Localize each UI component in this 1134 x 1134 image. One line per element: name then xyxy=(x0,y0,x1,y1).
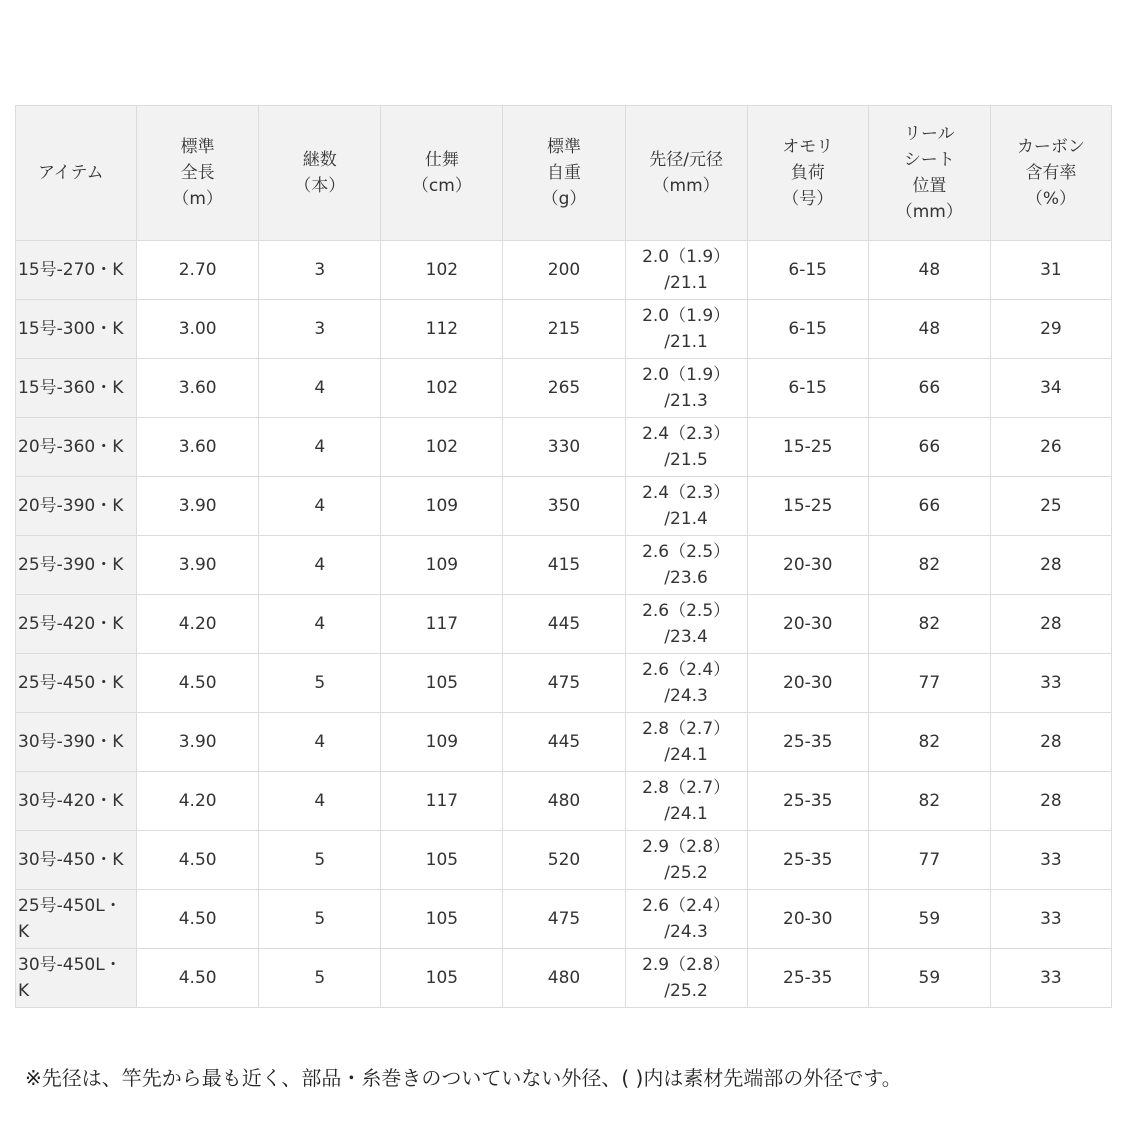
table-cell: 102 xyxy=(381,418,503,477)
table-row xyxy=(16,300,1112,359)
table-cell: 105 xyxy=(381,831,503,890)
table-row xyxy=(16,418,1112,477)
table-cell: 2.6（2.4） /24.3 xyxy=(625,890,747,949)
table-cell: 105 xyxy=(381,654,503,713)
table-cell: 25-35 xyxy=(747,949,868,1008)
table-cell: 4.50 xyxy=(137,654,259,713)
table-cell: 105 xyxy=(381,949,503,1008)
table-cell: 4 xyxy=(259,477,381,536)
table-row xyxy=(16,595,1112,654)
table-row xyxy=(16,772,1112,831)
table-cell: 6-15 xyxy=(747,300,868,359)
table-cell: 2.4（2.3） /21.4 xyxy=(625,477,747,536)
table-row xyxy=(16,536,1112,595)
table-cell: 3.60 xyxy=(137,359,259,418)
table-cell: 15-25 xyxy=(747,477,868,536)
table-row xyxy=(16,359,1112,418)
table-cell: 25-35 xyxy=(747,831,868,890)
table-cell: 2.9（2.8） /25.2 xyxy=(625,831,747,890)
table-cell: 66 xyxy=(868,418,990,477)
table-cell: 2.9（2.8） /25.2 xyxy=(625,949,747,1008)
table-cell: 475 xyxy=(503,654,625,713)
column-header: 標準 全長 （m） xyxy=(137,106,259,241)
table-cell: 2.8（2.7） /24.1 xyxy=(625,713,747,772)
table-cell: 82 xyxy=(868,536,990,595)
table-cell: 20-30 xyxy=(747,536,868,595)
column-header: リール シート 位置 （mm） xyxy=(868,106,990,241)
table-cell: 25-35 xyxy=(747,772,868,831)
table-cell: 3.90 xyxy=(137,477,259,536)
table-cell: 4.50 xyxy=(137,949,259,1008)
table-cell: 475 xyxy=(503,890,625,949)
table-cell: 77 xyxy=(868,654,990,713)
table-cell: 28 xyxy=(990,536,1111,595)
item-name-cell: 30号-420・K xyxy=(16,772,137,831)
item-name-cell: 15号-300・K xyxy=(16,300,137,359)
table-cell: 82 xyxy=(868,772,990,831)
table-cell: 25-35 xyxy=(747,713,868,772)
table-cell: 105 xyxy=(381,890,503,949)
table-cell: 5 xyxy=(259,890,381,949)
table-cell: 265 xyxy=(503,359,625,418)
column-header: オモリ 負荷 （号） xyxy=(747,106,868,241)
table-cell: 3.00 xyxy=(137,300,259,359)
table-cell: 77 xyxy=(868,831,990,890)
table-cell: 25 xyxy=(990,477,1111,536)
table-cell: 28 xyxy=(990,595,1111,654)
column-header: カーボン 含有率 （%） xyxy=(990,106,1111,241)
table-cell: 82 xyxy=(868,713,990,772)
table-cell: 31 xyxy=(990,241,1111,300)
table-cell: 2.4（2.3） /21.5 xyxy=(625,418,747,477)
item-name-cell: 15号-360・K xyxy=(16,359,137,418)
column-header: 継数 （本） xyxy=(259,106,381,241)
table-cell: 28 xyxy=(990,713,1111,772)
table-cell: 520 xyxy=(503,831,625,890)
table-row xyxy=(16,949,1112,1008)
item-name-cell: 25号-450L・ K xyxy=(16,890,137,949)
table-cell: 480 xyxy=(503,772,625,831)
table-cell: 2.6（2.4） /24.3 xyxy=(625,654,747,713)
table-cell: 3 xyxy=(259,241,381,300)
table-cell: 33 xyxy=(990,654,1111,713)
table-cell: 4 xyxy=(259,418,381,477)
table-cell: 2.6（2.5） /23.4 xyxy=(625,595,747,654)
table-cell: 4 xyxy=(259,772,381,831)
table-cell: 20-30 xyxy=(747,654,868,713)
table-cell: 112 xyxy=(381,300,503,359)
table-row xyxy=(16,477,1112,536)
table-cell: 5 xyxy=(259,654,381,713)
table-cell: 29 xyxy=(990,300,1111,359)
table-cell: 33 xyxy=(990,949,1111,1008)
table-cell: 4.50 xyxy=(137,890,259,949)
table-cell: 4.20 xyxy=(137,772,259,831)
item-name-cell: 25号-390・K xyxy=(16,536,137,595)
item-name-cell: 30号-450・K xyxy=(16,831,137,890)
table-cell: 2.70 xyxy=(137,241,259,300)
table-cell: 109 xyxy=(381,536,503,595)
table-cell: 102 xyxy=(381,359,503,418)
spec-table xyxy=(15,105,1112,1008)
table-cell: 3 xyxy=(259,300,381,359)
item-name-cell: 15号-270・K xyxy=(16,241,137,300)
table-row xyxy=(16,831,1112,890)
table-cell: 4 xyxy=(259,713,381,772)
footnote: ※先径は、竿先から最も近く、部品・糸巻きのついていない外径、( )内は素材先端部の外径です。 xyxy=(25,1066,902,1090)
table-cell: 109 xyxy=(381,713,503,772)
table-cell: 445 xyxy=(503,713,625,772)
column-header: 標準 自重 （g） xyxy=(503,106,625,241)
table-cell: 102 xyxy=(381,241,503,300)
table-cell: 2.0（1.9） /21.1 xyxy=(625,300,747,359)
table-cell: 445 xyxy=(503,595,625,654)
table-cell: 330 xyxy=(503,418,625,477)
item-name-cell: 25号-420・K xyxy=(16,595,137,654)
table-cell: 26 xyxy=(990,418,1111,477)
item-name-cell: 30号-390・K xyxy=(16,713,137,772)
table-cell: 4 xyxy=(259,359,381,418)
table-cell: 48 xyxy=(868,241,990,300)
table-cell: 4 xyxy=(259,595,381,654)
table-cell: 33 xyxy=(990,890,1111,949)
table-cell: 350 xyxy=(503,477,625,536)
table-cell: 28 xyxy=(990,772,1111,831)
table-cell: 117 xyxy=(381,772,503,831)
table-cell: 4.50 xyxy=(137,831,259,890)
table-cell: 415 xyxy=(503,536,625,595)
table-cell: 6-15 xyxy=(747,241,868,300)
table-cell: 2.0（1.9） /21.1 xyxy=(625,241,747,300)
table-row xyxy=(16,241,1112,300)
table-cell: 200 xyxy=(503,241,625,300)
table-cell: 4 xyxy=(259,536,381,595)
table-cell: 480 xyxy=(503,949,625,1008)
item-name-cell: 25号-450・K xyxy=(16,654,137,713)
table-cell: 59 xyxy=(868,890,990,949)
table-row xyxy=(16,654,1112,713)
table-cell: 3.90 xyxy=(137,713,259,772)
table-cell: 5 xyxy=(259,831,381,890)
item-name-cell: 20号-390・K xyxy=(16,477,137,536)
table-cell: 66 xyxy=(868,359,990,418)
table-cell: 2.8（2.7） /24.1 xyxy=(625,772,747,831)
table-cell: 3.60 xyxy=(137,418,259,477)
table-cell: 20-30 xyxy=(747,890,868,949)
table-cell: 15-25 xyxy=(747,418,868,477)
table-cell: 2.0（1.9） /21.3 xyxy=(625,359,747,418)
item-name-cell: 20号-360・K xyxy=(16,418,137,477)
table-cell: 215 xyxy=(503,300,625,359)
table-cell: 34 xyxy=(990,359,1111,418)
table-cell: 117 xyxy=(381,595,503,654)
table-cell: 48 xyxy=(868,300,990,359)
table-cell: 66 xyxy=(868,477,990,536)
table-cell: 3.90 xyxy=(137,536,259,595)
table-row xyxy=(16,890,1112,949)
table-cell: 5 xyxy=(259,949,381,1008)
table-cell: 33 xyxy=(990,831,1111,890)
table-cell: 4.20 xyxy=(137,595,259,654)
table-cell: 20-30 xyxy=(747,595,868,654)
table-cell: 82 xyxy=(868,595,990,654)
item-name-cell: 30号-450L・ K xyxy=(16,949,137,1008)
table-cell: 109 xyxy=(381,477,503,536)
table-cell: 6-15 xyxy=(747,359,868,418)
column-header: アイテム xyxy=(16,106,137,241)
table-row xyxy=(16,713,1112,772)
table-cell: 59 xyxy=(868,949,990,1008)
column-header: 仕舞 （cm） xyxy=(381,106,503,241)
header-row xyxy=(16,106,1112,241)
table-cell: 2.6（2.5） /23.6 xyxy=(625,536,747,595)
column-header: 先径/元径 （mm） xyxy=(625,106,747,241)
